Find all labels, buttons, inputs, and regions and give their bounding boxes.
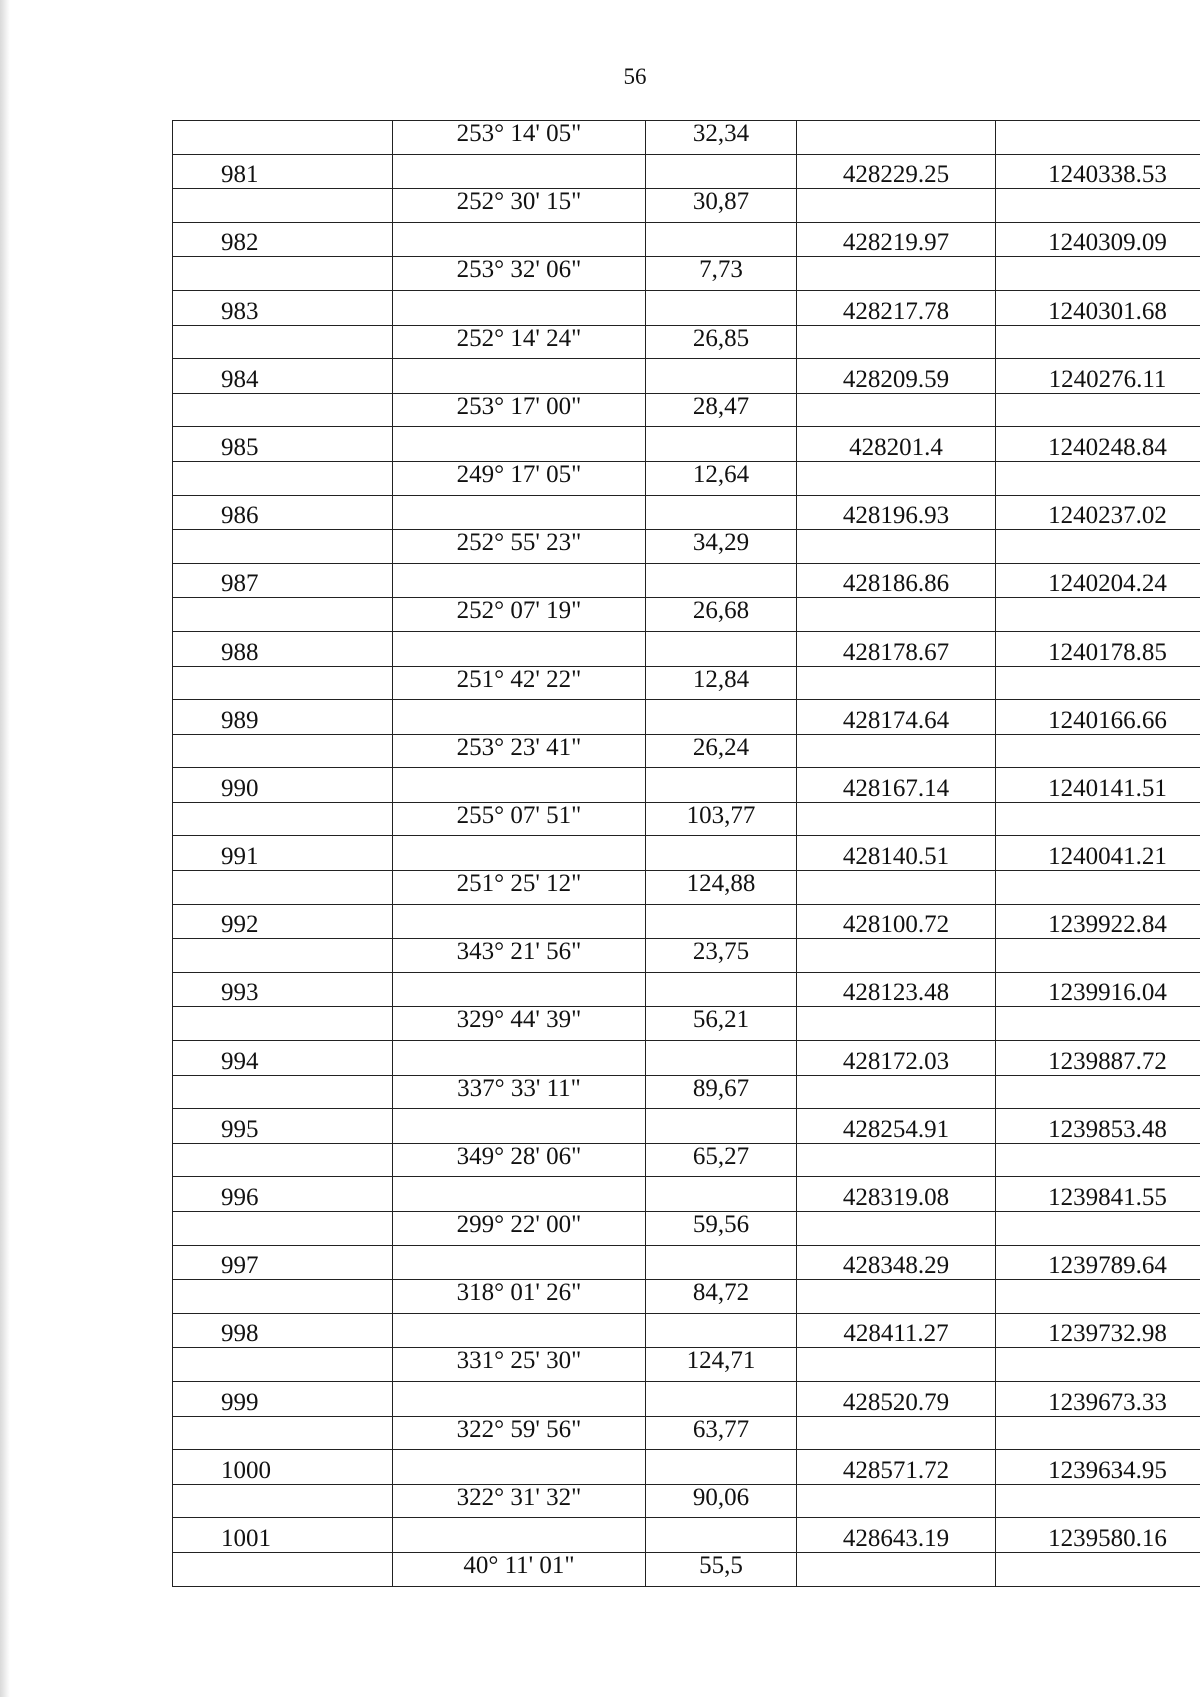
point-number-cell: 982 [173,222,393,257]
x-coordinate-cell: 428100.72 [797,904,996,939]
distance-cell: 63,77 [646,1416,797,1450]
x-coordinate-cell [797,1280,996,1314]
y-coordinate-cell [996,121,1200,155]
x-coordinate-cell [797,1075,996,1109]
point-row [173,836,1200,871]
point-number-cell [173,598,393,632]
segment-row [173,1280,1200,1314]
y-coordinate-cell [996,666,1200,700]
point-row [173,1313,1200,1348]
point-row [173,495,1200,530]
point-number-cell [173,802,393,836]
point-row [173,972,1200,1007]
point-row [173,700,1200,735]
bearing-angle-cell: 337° 33' 11" [393,1075,646,1109]
distance-cell: 84,72 [646,1280,797,1314]
distance-cell [646,1518,797,1553]
distance-cell [646,1313,797,1348]
point-number-cell: 994 [173,1041,393,1076]
x-coordinate-cell [797,1416,996,1450]
point-number-cell: 985 [173,427,393,462]
bearing-angle-cell [393,1245,646,1280]
bearing-angle-cell: 253° 14' 05" [393,121,646,155]
x-coordinate-cell: 428411.27 [797,1313,996,1348]
distance-cell: 124,88 [646,871,797,905]
point-number-cell [173,939,393,973]
point-number-cell [173,121,393,155]
x-coordinate-cell: 428186.86 [797,563,996,598]
y-coordinate-cell: 1239916.04 [996,972,1200,1007]
point-number-cell [173,461,393,495]
x-coordinate-cell [797,325,996,359]
segment-row [173,1348,1200,1382]
point-number-cell: 983 [173,290,393,325]
point-number-cell [173,1348,393,1382]
segment-row [173,121,1200,155]
x-coordinate-cell [797,1143,996,1177]
point-row [173,563,1200,598]
segment-row [173,461,1200,495]
x-coordinate-cell: 428219.97 [797,222,996,257]
point-number-cell [173,734,393,768]
scan-edge-shading [0,0,10,1697]
distance-cell: 34,29 [646,530,797,564]
x-coordinate-cell: 428167.14 [797,768,996,803]
y-coordinate-cell [996,1280,1200,1314]
point-number-cell [173,1007,393,1041]
distance-cell: 30,87 [646,189,797,223]
y-coordinate-cell [996,1212,1200,1246]
x-coordinate-cell: 428571.72 [797,1450,996,1485]
distance-cell: 12,84 [646,666,797,700]
point-number-cell [173,1143,393,1177]
y-coordinate-cell [996,939,1200,973]
y-coordinate-cell [996,1075,1200,1109]
distance-cell: 26,24 [646,734,797,768]
bearing-angle-cell: 318° 01' 26" [393,1280,646,1314]
point-number-cell [173,1552,393,1586]
y-coordinate-cell: 1240237.02 [996,495,1200,530]
point-number-cell: 996 [173,1177,393,1212]
y-coordinate-cell [996,530,1200,564]
x-coordinate-cell: 428348.29 [797,1245,996,1280]
bearing-angle-cell [393,495,646,530]
distance-cell: 26,85 [646,325,797,359]
bearing-angle-cell: 331° 25' 30" [393,1348,646,1382]
x-coordinate-cell: 428229.25 [797,154,996,189]
point-number-cell [173,1484,393,1518]
y-coordinate-cell [996,871,1200,905]
point-row [173,290,1200,325]
y-coordinate-cell: 1239634.95 [996,1450,1200,1485]
point-number-cell: 1000 [173,1450,393,1485]
bearing-angle-cell: 299° 22' 00" [393,1212,646,1246]
bearing-angle-cell [393,1041,646,1076]
point-number-cell: 988 [173,631,393,666]
page-number: 56 [623,64,647,89]
distance-cell [646,290,797,325]
point-number-cell [173,325,393,359]
point-number-cell: 984 [173,359,393,394]
distance-cell: 12,64 [646,461,797,495]
distance-cell [646,1450,797,1485]
x-coordinate-cell [797,257,996,291]
bearing-angle-cell: 252° 07' 19" [393,598,646,632]
point-number-cell [173,666,393,700]
distance-cell: 56,21 [646,1007,797,1041]
point-number-cell: 998 [173,1313,393,1348]
y-coordinate-cell: 1240309.09 [996,222,1200,257]
distance-cell [646,495,797,530]
x-coordinate-cell: 428319.08 [797,1177,996,1212]
bearing-angle-cell [393,1177,646,1212]
y-coordinate-cell: 1239841.55 [996,1177,1200,1212]
bearing-angle-cell: 252° 14' 24" [393,325,646,359]
point-row [173,1177,1200,1212]
y-coordinate-cell: 1239732.98 [996,1313,1200,1348]
x-coordinate-cell [797,121,996,155]
bearing-angle-cell [393,290,646,325]
segment-row [173,1416,1200,1450]
x-coordinate-cell [797,461,996,495]
bearing-angle-cell: 329° 44' 39" [393,1007,646,1041]
bearing-angle-cell [393,904,646,939]
y-coordinate-cell [996,734,1200,768]
bearing-angle-cell: 253° 23' 41" [393,734,646,768]
bearing-angle-cell: 255° 07' 51" [393,802,646,836]
y-coordinate-cell: 1240041.21 [996,836,1200,871]
distance-cell: 59,56 [646,1212,797,1246]
y-coordinate-cell: 1240276.11 [996,359,1200,394]
y-coordinate-cell [996,1552,1200,1586]
bearing-angle-cell [393,563,646,598]
distance-cell [646,1245,797,1280]
distance-cell: 124,71 [646,1348,797,1382]
point-row [173,1381,1200,1416]
y-coordinate-cell: 1239673.33 [996,1381,1200,1416]
point-row [173,154,1200,189]
y-coordinate-cell [996,189,1200,223]
bearing-angle-cell [393,427,646,462]
x-coordinate-cell [797,871,996,905]
x-coordinate-cell: 428520.79 [797,1381,996,1416]
distance-cell: 65,27 [646,1143,797,1177]
distance-cell: 23,75 [646,939,797,973]
distance-cell: 7,73 [646,257,797,291]
point-number-cell: 992 [173,904,393,939]
bearing-angle-cell [393,222,646,257]
point-number-cell [173,257,393,291]
segment-row [173,734,1200,768]
distance-cell: 103,77 [646,802,797,836]
point-row [173,1041,1200,1076]
segment-row [173,1484,1200,1518]
bearing-angle-cell: 249° 17' 05" [393,461,646,495]
y-coordinate-cell [996,1143,1200,1177]
y-coordinate-cell [996,325,1200,359]
bearing-angle-cell: 252° 55' 23" [393,530,646,564]
point-row [173,631,1200,666]
bearing-angle-cell: 322° 59' 56" [393,1416,646,1450]
y-coordinate-cell [996,1007,1200,1041]
point-number-cell [173,189,393,223]
point-number-cell: 993 [173,972,393,1007]
point-number-cell: 999 [173,1381,393,1416]
segment-row [173,1007,1200,1041]
distance-cell: 28,47 [646,393,797,427]
y-coordinate-cell: 1240178.85 [996,631,1200,666]
x-coordinate-cell: 428209.59 [797,359,996,394]
point-number-cell [173,1280,393,1314]
distance-cell: 90,06 [646,1484,797,1518]
y-coordinate-cell [996,802,1200,836]
point-row [173,1518,1200,1553]
distance-cell: 26,68 [646,598,797,632]
point-row [173,1109,1200,1144]
y-coordinate-cell [996,1416,1200,1450]
bearing-angle-cell [393,1381,646,1416]
distance-cell [646,359,797,394]
bearing-angle-cell: 349° 28' 06" [393,1143,646,1177]
point-number-cell [173,871,393,905]
segment-row [173,1212,1200,1246]
x-coordinate-cell [797,530,996,564]
segment-row [173,325,1200,359]
point-row [173,427,1200,462]
point-row [173,904,1200,939]
x-coordinate-cell [797,1552,996,1586]
x-coordinate-cell: 428254.91 [797,1109,996,1144]
x-coordinate-cell [797,393,996,427]
bearing-angle-cell: 253° 17' 00" [393,393,646,427]
segment-row [173,257,1200,291]
y-coordinate-cell: 1239853.48 [996,1109,1200,1144]
y-coordinate-cell: 1240166.66 [996,700,1200,735]
point-number-cell [173,1212,393,1246]
bearing-angle-cell: 40° 11' 01" [393,1552,646,1586]
y-coordinate-cell: 1240248.84 [996,427,1200,462]
x-coordinate-cell: 428643.19 [797,1518,996,1553]
x-coordinate-cell [797,666,996,700]
distance-cell [646,1109,797,1144]
x-coordinate-cell [797,734,996,768]
point-row [173,1450,1200,1485]
y-coordinate-cell [996,598,1200,632]
x-coordinate-cell: 428196.93 [797,495,996,530]
segment-row [173,802,1200,836]
y-coordinate-cell [996,1484,1200,1518]
coordinates-table [172,120,1200,1587]
segment-row [173,530,1200,564]
segment-row [173,393,1200,427]
bearing-angle-cell [393,836,646,871]
point-row [173,222,1200,257]
bearing-angle-cell [393,1450,646,1485]
bearing-angle-cell: 343° 21' 56" [393,939,646,973]
distance-cell: 32,34 [646,121,797,155]
y-coordinate-cell [996,461,1200,495]
point-number-cell: 995 [173,1109,393,1144]
distance-cell [646,700,797,735]
x-coordinate-cell [797,1484,996,1518]
bearing-angle-cell [393,768,646,803]
y-coordinate-cell: 1240301.68 [996,290,1200,325]
bearing-angle-cell: 253° 32' 06" [393,257,646,291]
bearing-angle-cell [393,359,646,394]
x-coordinate-cell [797,1007,996,1041]
y-coordinate-cell: 1240338.53 [996,154,1200,189]
segment-row [173,598,1200,632]
point-number-cell: 991 [173,836,393,871]
x-coordinate-cell: 428178.67 [797,631,996,666]
point-number-cell: 1001 [173,1518,393,1553]
point-number-cell: 997 [173,1245,393,1280]
point-number-cell: 990 [173,768,393,803]
point-number-cell [173,530,393,564]
point-number-cell: 989 [173,700,393,735]
distance-cell [646,631,797,666]
point-number-cell [173,1075,393,1109]
y-coordinate-cell [996,1348,1200,1382]
distance-cell [646,427,797,462]
y-coordinate-cell: 1239922.84 [996,904,1200,939]
x-coordinate-cell: 428140.51 [797,836,996,871]
bearing-angle-cell [393,154,646,189]
y-coordinate-cell: 1240141.51 [996,768,1200,803]
segment-row [173,189,1200,223]
x-coordinate-cell [797,802,996,836]
x-coordinate-cell: 428217.78 [797,290,996,325]
bearing-angle-cell [393,1518,646,1553]
y-coordinate-cell: 1239580.16 [996,1518,1200,1553]
bearing-angle-cell: 251° 42' 22" [393,666,646,700]
distance-cell [646,1041,797,1076]
y-coordinate-cell: 1239789.64 [996,1245,1200,1280]
distance-cell [646,1381,797,1416]
y-coordinate-cell: 1240204.24 [996,563,1200,598]
distance-cell [646,904,797,939]
segment-row [173,871,1200,905]
x-coordinate-cell: 428174.64 [797,700,996,735]
segment-row [173,1552,1200,1586]
point-row [173,359,1200,394]
segment-row [173,666,1200,700]
x-coordinate-cell: 428172.03 [797,1041,996,1076]
segment-row [173,1075,1200,1109]
x-coordinate-cell [797,939,996,973]
point-row [173,768,1200,803]
bearing-angle-cell [393,972,646,1007]
distance-cell: 89,67 [646,1075,797,1109]
x-coordinate-cell: 428201.4 [797,427,996,462]
distance-cell [646,154,797,189]
segment-row [173,1143,1200,1177]
x-coordinate-cell [797,1348,996,1382]
point-row [173,1245,1200,1280]
x-coordinate-cell [797,189,996,223]
distance-cell: 55,5 [646,1552,797,1586]
distance-cell [646,222,797,257]
point-number-cell [173,393,393,427]
bearing-angle-cell [393,631,646,666]
distance-cell [646,768,797,803]
bearing-angle-cell: 322° 31' 32" [393,1484,646,1518]
y-coordinate-cell: 1239887.72 [996,1041,1200,1076]
x-coordinate-cell: 428123.48 [797,972,996,1007]
distance-cell [646,836,797,871]
distance-cell [646,1177,797,1212]
x-coordinate-cell [797,1212,996,1246]
y-coordinate-cell [996,257,1200,291]
point-number-cell [173,1416,393,1450]
bearing-angle-cell [393,1313,646,1348]
x-coordinate-cell [797,598,996,632]
distance-cell [646,972,797,1007]
coordinates-table-body [173,121,1200,1587]
point-number-cell: 987 [173,563,393,598]
distance-cell [646,563,797,598]
bearing-angle-cell [393,1109,646,1144]
bearing-angle-cell [393,700,646,735]
bearing-angle-cell: 251° 25' 12" [393,871,646,905]
segment-row [173,939,1200,973]
bearing-angle-cell: 252° 30' 15" [393,189,646,223]
point-number-cell: 986 [173,495,393,530]
y-coordinate-cell [996,393,1200,427]
point-number-cell: 981 [173,154,393,189]
